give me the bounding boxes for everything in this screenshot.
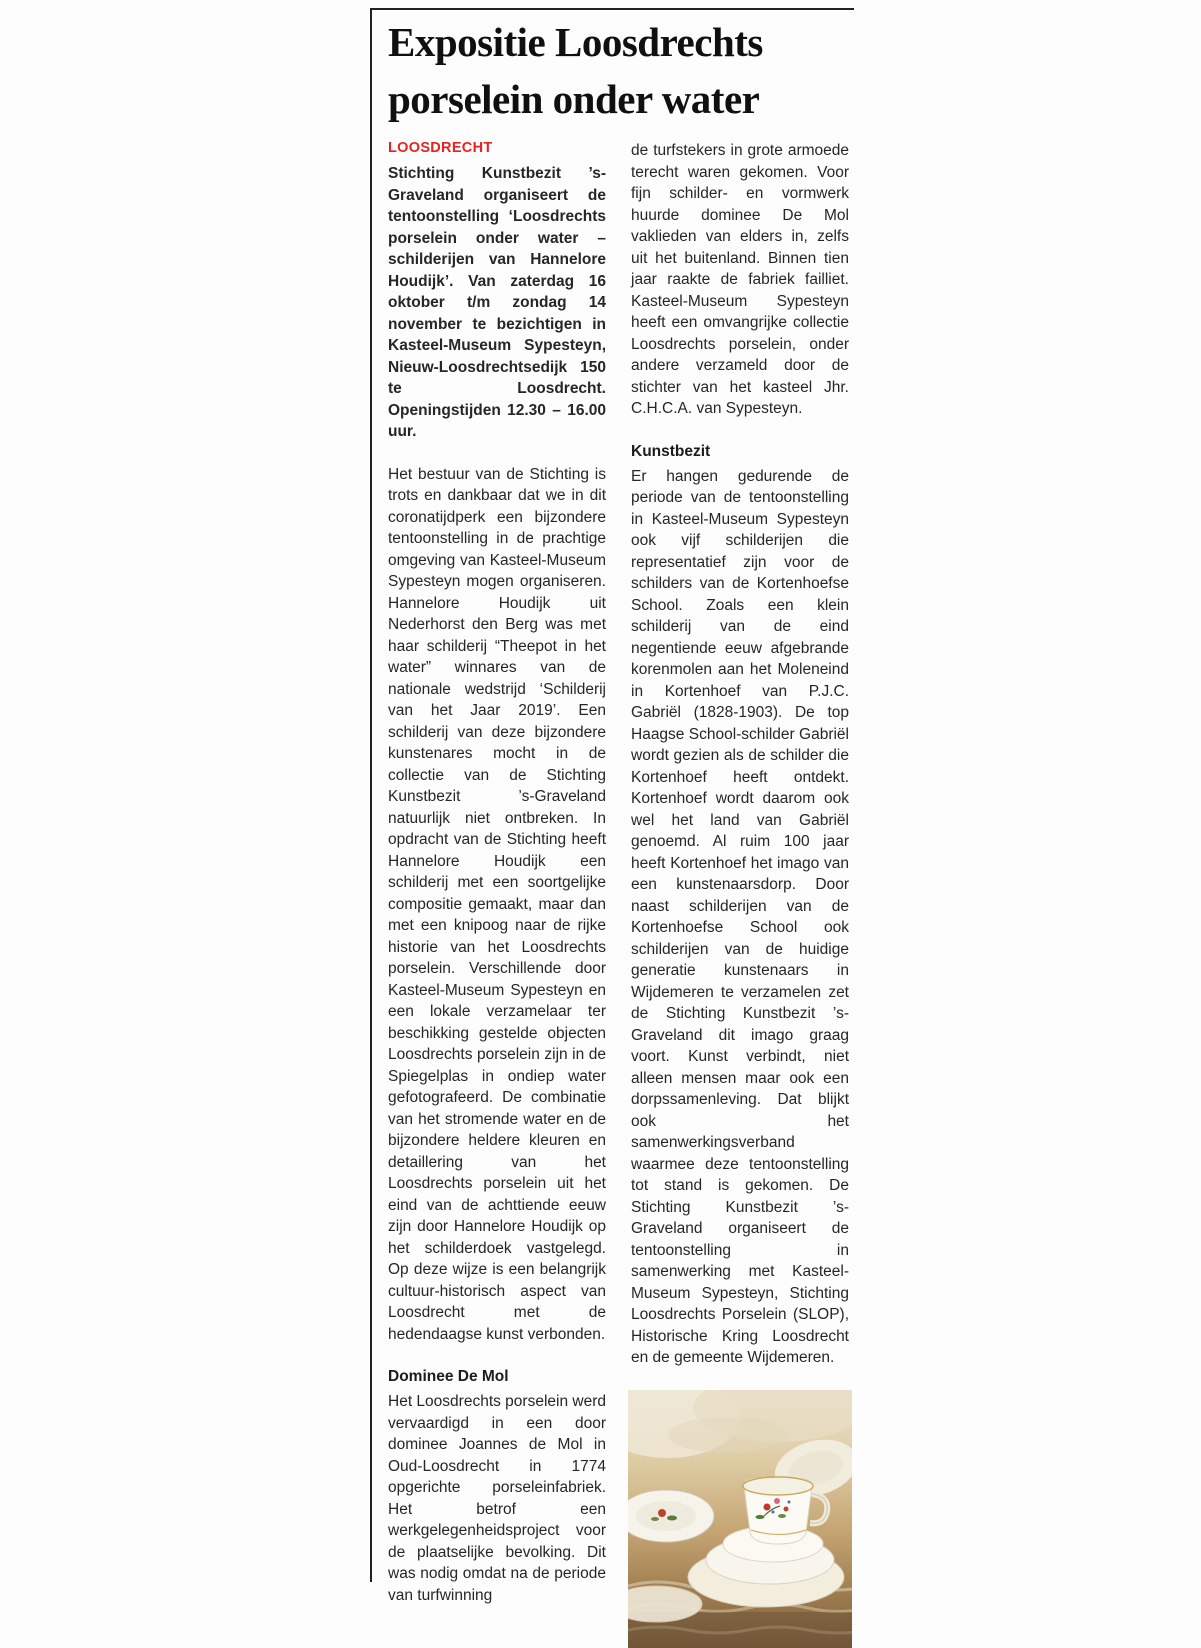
article-title-line-1: Expositie Loosdrechts: [388, 19, 763, 65]
top-rule: [370, 8, 854, 10]
article-columns: [388, 140, 849, 1648]
left-column: [388, 140, 606, 1648]
article-title: [388, 14, 849, 128]
article: [388, 14, 849, 1648]
right-column: [631, 140, 849, 1648]
lead-paragraph: Stichting Kunstbezit ’s-Graveland organiseert de tentoonstelling ‘Loosdrechts porselein onder water – schilderijen van Hannelore Houdijk’. Van zaterdag 16 oktober t/m zondag 14 november te bezichtigen in Kasteel-Museum Sypesteyn, Nieuw-Loosdrechtsedijk 150 te Loosdrecht. Openingstijden 12.30 – 16.00 uur.: [388, 165, 606, 440]
section-heading-dominee-de-mol: Dominee De Mol: [388, 1368, 509, 1385]
section-dominee-paragraph-left: Het Loosdrechts porselein werd vervaardigd in een door dominee Joannes de Mol in Oud-Loosdrecht in 1774 opgerichte porseleinfabriek. Het betrof een werkgelegenheidsproject voor de plaatselijke bevolking. Dit was nodig omdat na de periode van turfwinning: [388, 1393, 606, 1604]
section-dominee-paragraph-right: de turfstekers in grote armoede terecht waren gekomen. Voor fijn schilder- en vormwerk huurde dominee De Mol vaklieden van elders in, zelfs uit het buitenland. Binnen tien jaar raakte de fabriek failliet. Kasteel-Museum Sypesteyn heeft een omvangrijke collectie Loosdrechts porselein, onder andere verzameld door de stichter van het kasteel Jhr. C.H.C.A. van Sypesteyn.: [631, 142, 849, 417]
porcelain-underwater-photo: [628, 1390, 852, 1648]
porcelain-underwater-illustration: [628, 1390, 852, 1648]
body-paragraph: Het bestuur van de Stichting is trots en dankbaar dat we in dit coronatijdperk een bijzondere tentoonstelling in de prachtige omgeving van Kasteel-Museum Sypesteyn mogen organiseren. Hannelore Houdijk uit Nederhorst den Berg was met haar schilderij “Theepot in het water” winnares van de nationale wedstrijd ‘Schilderij van het Jaar 2019’. Een schilderij van deze bijzondere kunstenares mocht in de collectie van de Stichting Kunstbezit ’s-Graveland natuurlijk niet ontbreken. In opdracht van de Stichting heeft Hannelore Houdijk een schilderij met een soortgelijke compositie gemaakt, maar dan met een knipoog naar de rijke historie van het Loosdrechts porselein. Verschillende door Kasteel-Museum Sypesteyn en een lokale verzamelaar ter beschikking gestelde objecten Loosdrechts porselein zijn in de Spiegelplas in ondiep water gefotografeerd. De combinatie van het stromende water en de bijzondere heldere kleuren en detaillering van het Loosdrechts porselein uit het eind van de achttiende eeuw zijn door Hannelore Houdijk op het schilderdoek vastgelegd. Op deze wijze is een belangrijk cultuur-historisch aspect van Loosdrecht met de hedendaagse kunst verbonden.: [388, 465, 606, 1343]
section-kunstbezit-paragraph: Er hangen gedurende de periode van de tentoonstelling in Kasteel-Museum Sypesteyn ook vijf schilderijen die representatief zijn voor de schilders van de Kortenhoefse School. Zoals een klein schilderij van de eind negentiende eeuw afgebrande korenmolen aan het Moleneind in Kortenhoef van P.J.C. Gabriël (1828-1903). De top Haagse School-schilder Gabriël wordt gezien als de schilder die Kortenhoef heeft ontdekt. Kortenhoef wordt daarom ook wel het land van Gabriël genoemd. Al ruim 100 jaar heeft Kortenhoef het imago van een kunstenaarsdorp. Door naast schilderijen van de Kortenhoefse School ook schilderijen van de huidige generatie kunstenaars in Wijdemeren te verzamelen zet de Stichting Kunstbezit ’s-Graveland dit imago graag voort. Kunst verbindt, niet alleen mensen maar ook een dorpssamenleving. Dat blijkt ook het samenwerkingsverband waarmee deze tentoonstelling tot stand is gekomen. De Stichting Kunstbezit ’s-Graveland organiseert de tentoonstelling in samenwerking met Kasteel-Museum Sypesteyn, Stichting Loosdrechts Porselein (SLOP), Historische Kring Loosdrecht en de gemeente Wijdemeren.: [631, 467, 849, 1366]
left-rule: [370, 8, 372, 1582]
section-heading-kunstbezit: Kunstbezit: [631, 442, 711, 460]
dateline: LOOSDRECHT: [388, 140, 493, 156]
article-title-line-2: porselein onder water: [388, 76, 760, 122]
